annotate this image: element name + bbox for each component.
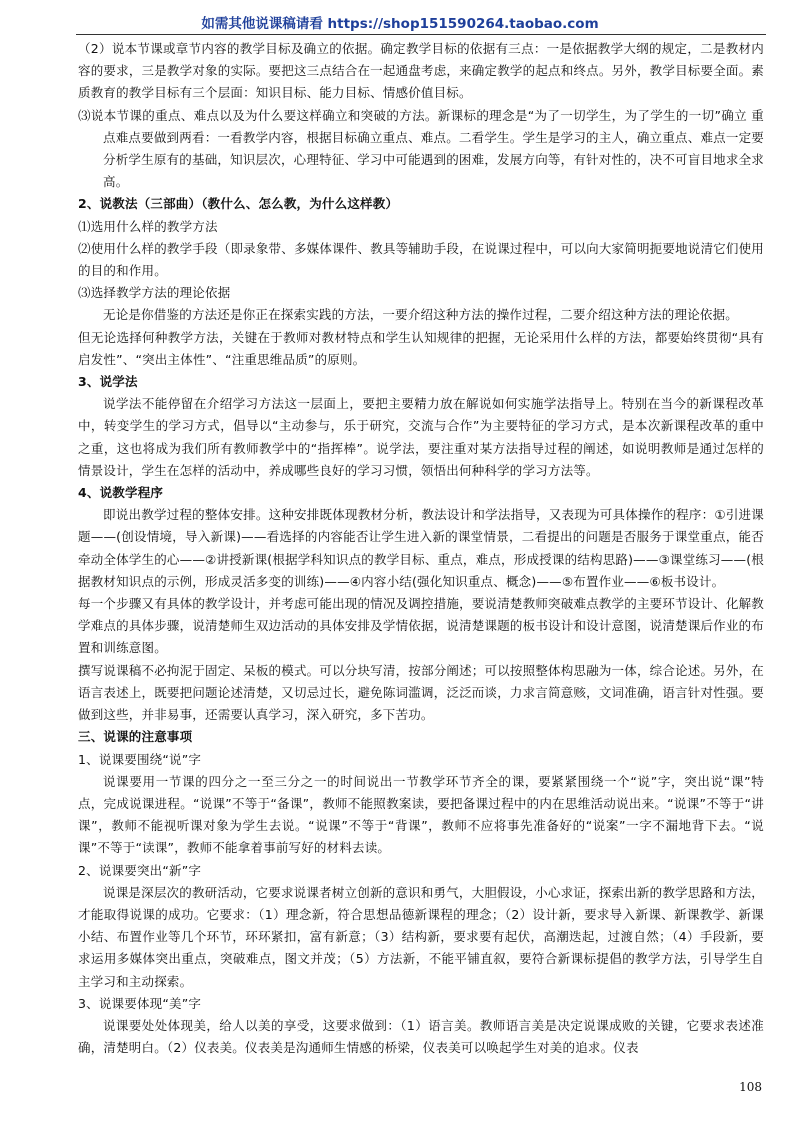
paragraph: 撰写说课稿不必拘泥于固定、呆板的模式。可以分块写清，按部分阐述；可以按照整体构思融为一体，综合论述。另外，在语言表述上，既要把问题论述清楚，又切忌过长，避免陈词滥调，泛泛而谈，力求言简意赅，文词准确，语言针对性强。要做到这些，并非易事，还需要认真学习，深入研究，多下苦功。 [78, 662, 764, 723]
paragraph: ⑶说本节课的重点、难点以及为什么要这样确立和突破的方法。新课标的理念是“为了一切学生，为了学生的一切”确立 重点难点要做到两看：一看教学内容，根据目标确立重点、难点。二看学生。学生是学习的主人，确立重点、难点一定要分析学生原有的基础，知识层次，心理特征、学习中可能遇到的困难，发展方向等，有针对性的，决不可盲目地求全求高。 [78, 107, 764, 190]
paragraph: 说课要处处体现美，给人以美的享受，这要求做到：（1）语言美。教师语言美是决定说课成败的关键，它要求表述准确，清楚明白。（2）仪表美。仪表美是沟通师生情感的桥梁，仪表美可以唤起学生对美的追求。仪表 [78, 1017, 764, 1056]
section-heading: 2、说教法（三部曲）（教什么、怎么教，为什么这样教） [78, 196, 399, 212]
section-heading: 三、说课的注意事项 [78, 729, 193, 745]
paragraph: ⑶选择教学方法的理论依据 [78, 285, 231, 301]
section-heading: 4、说教学程序 [78, 485, 164, 501]
paragraph: 即说出教学过程的整体安排。这种安排既体现教材分析，教法设计和学法指导，又表现为可具体操作的程序：①引进课题——(创设情境，导入新课)——看选择的内容能否让学生进入新的课堂情景，二看提出的问题是否服务于课堂重点，能否牵动全体学生的心——②讲授新课(根据学科知识点的教学目标、重点，难点，形成授课的结构思路)——③课堂练习——(根据教材知识点的示例，形成灵活多变的训练)——④内容小结(强化知识重点、概念)——⑤布置作业——⑥板书设计。 [78, 507, 764, 589]
paragraph: 3、说课要体现“美”字 [78, 995, 202, 1011]
paragraph: 说课要用一节课的四分之一至三分之一的时间说出一节教学环节齐全的课，要紧紧围绕一个“说”字，突出说“课”特点，完成说课进程。“说课”不等于“备课”，教师不能照教案读，要把备课过程中的内在思维活动说出来。“说课”不等于“讲课”，教师不能视听课对象为学生去说。“说课”不等于“背课”，教师不应将事先准备好的“说案”一字不漏地背下去。“说课”不等于“读课”，教师不能拿着事前写好的材料去读。 [78, 773, 764, 856]
page-header: 如需其他说课稿请看 https://shop151590264.taobao.com [201, 16, 599, 32]
paragraph: （2）说本节课或章节内容的教学目标及确立的依据。确定教学目标的依据有三点：一是依据教学大纲的规定，二是教材内容的要求，三是教学对象的实际。要把这三点结合在一起通盘考虑，来确定教学的起点和终点。另外，教学目标要全面。素质教育的教学目标有三个层面：知识目标、能力目标、情感价值目标。 [78, 41, 764, 101]
section-heading: 3、说学法 [78, 374, 138, 390]
paragraph: 说学法不能停留在介绍学习方法这一层面上，要把主要精力放在解说如何实施学法指导上。特别在当今的新课程改革中，转变学生的学习方式，倡导以“主动参与，乐于研究，交流与合作”为主要特征的学习方式，是本次新课程改革的重中之重，这也将成为我们所有教师教学中的“指挥棒”。说学法，要注重对某方法指导过程的阐述，如说明教师是通过怎样的情景设计，学生在怎样的活动中，养成哪些良好的学习习惯，领悟出何种科学的学习方法等。 [78, 396, 764, 478]
paragraph: 但无论选择何种教学方法，关键在于教师对教材特点和学生认知规律的把握，无论采用什么样的方法，都要始终贯彻“具有启发性”、“突出主体性”、“注重思维品质”的原则。 [78, 329, 764, 367]
paragraph: 说课是深层次的教研活动，它要求说课者树立创新的意识和勇气，大胆假设，小心求证，探索出新的教学思路和方法，才能取得说课的成功。它要求：（1）理念新，符合思想品德新课程的理念；（2）设计新，要求导入新课、新课教学、新课小结、布置作业等几个环节，环环紧扣，富有新意；（3）结构新，要求要有起伏，高潮迭起，过渡自然；（4）手段新，要求运用多媒体突出重点，突破难点，图文并茂；（5）方法新，不能平铺直叙，要符合新课标提倡的教学方法，引导学生自主学习和主动探索。 [78, 884, 764, 989]
paragraph: 2、说课要突出“新”字 [78, 862, 202, 878]
paragraph: 每一个步骤又有具体的教学设计，并考虑可能出现的情况及调控措施，要说清楚教师突破难点教学的主要环节设计、化解教学难点的具体步骤，说清楚师生双边活动的具体安排及学情依据，说清楚课题的板书设计和设计意图，说清楚课后作业的布置和训练意图。 [78, 596, 764, 656]
document-body [78, 38, 764, 1059]
paragraph: 1、说课要围绕“说”字 [78, 751, 202, 767]
header-rule [76, 34, 766, 35]
paragraph: ⑵使用什么样的教学手段（即录象带、多媒体课件、教具等辅助手段，在说课过程中，可以向大家简明扼要地说清它们使用的目的和作用。 [78, 240, 764, 279]
page-number: 108 [739, 1080, 762, 1094]
paragraph: 无论是你借鉴的方法还是你正在探索实践的方法，一要介绍这种方法的操作过程，二要介绍这种方法的理论依据。 [103, 307, 739, 323]
paragraph: ⑴选用什么样的教学方法 [78, 218, 218, 234]
